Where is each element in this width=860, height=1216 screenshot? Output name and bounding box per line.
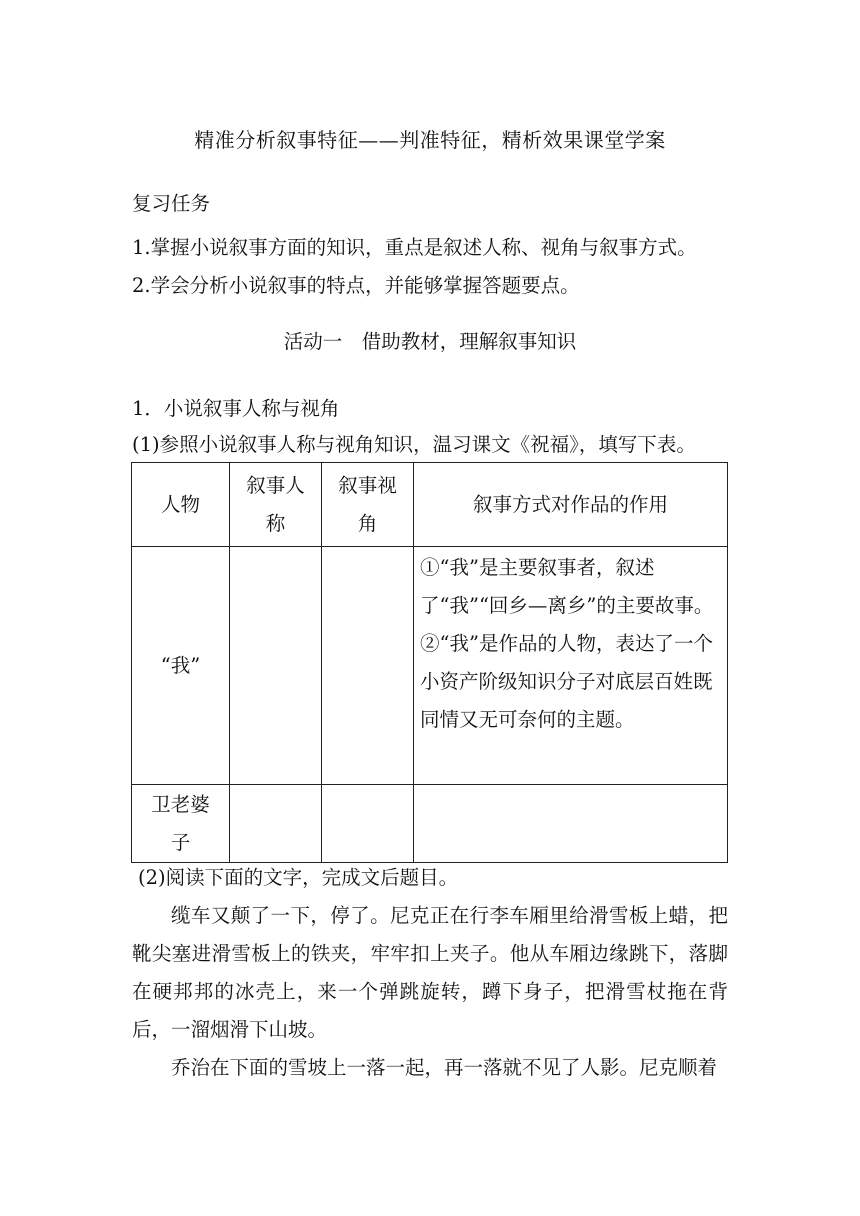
review-heading: 复习任务 bbox=[132, 192, 211, 215]
review-item: 1.掌握小说叙事方面的知识，重点是叙述人称、视角与叙事方式。 bbox=[132, 236, 697, 259]
person-cell bbox=[230, 785, 322, 863]
narrative-table bbox=[131, 462, 728, 863]
character-cell: “我” bbox=[132, 547, 230, 785]
character-cell: 卫老婆子 bbox=[132, 785, 230, 863]
table-header-cell: 叙事方式对作品的作用 bbox=[414, 463, 728, 547]
effect-cell bbox=[414, 785, 728, 863]
reading-paragraph: 缆车又颠了一下，停了。尼克正在行李车厢里给滑雪板上蜡，把靴尖塞进滑雪板上的铁夹，牢牢扣上夹子。他从车厢边缘跳下，落脚在硬邦邦的冰壳上，来一个弹跳旋转，蹲下身子，把滑雪杖拖在背后，一溜烟滑下山坡。 bbox=[132, 904, 728, 1041]
table-header-cell: 叙事视角 bbox=[322, 463, 414, 547]
table-instruction: (1)参照小说叙事人称与视角知识，温习课文《祝福》，填写下表。 bbox=[132, 433, 696, 456]
table-header-row bbox=[132, 463, 728, 547]
effect-cell: ①“我”是主要叙事者，叙述了“我”“回乡—离乡”的主要故事。②“我”是作品的人物，表达了一个小资产阶级知识分子对底层百姓既同情又无可奈何的主题。 bbox=[414, 547, 728, 785]
reading-paragraph: 乔治在下面的雪坡上一落一起，再一落就不见了人影。尼克顺着 bbox=[171, 1056, 718, 1079]
review-item: 2.学会分析小说叙事的特点，并能够掌握答题要点。 bbox=[132, 274, 580, 297]
person-cell bbox=[230, 547, 322, 785]
activity-heading: 活动一 借助教材，理解叙事知识 bbox=[283, 330, 577, 353]
section-heading: 1．小说叙事人称与视角 bbox=[132, 397, 340, 420]
reading-instruction: (2)阅读下面的文字，完成文后题目。 bbox=[138, 866, 459, 889]
perspective-cell bbox=[322, 547, 414, 785]
table-header-cell: 叙事人称 bbox=[230, 463, 322, 547]
page-title: 精准分析叙事特征——判准特征，精析效果课堂学案 bbox=[194, 128, 666, 152]
table-row bbox=[132, 785, 728, 863]
perspective-cell bbox=[322, 785, 414, 863]
table-row bbox=[132, 547, 728, 785]
table-header-cell: 人物 bbox=[132, 463, 230, 547]
